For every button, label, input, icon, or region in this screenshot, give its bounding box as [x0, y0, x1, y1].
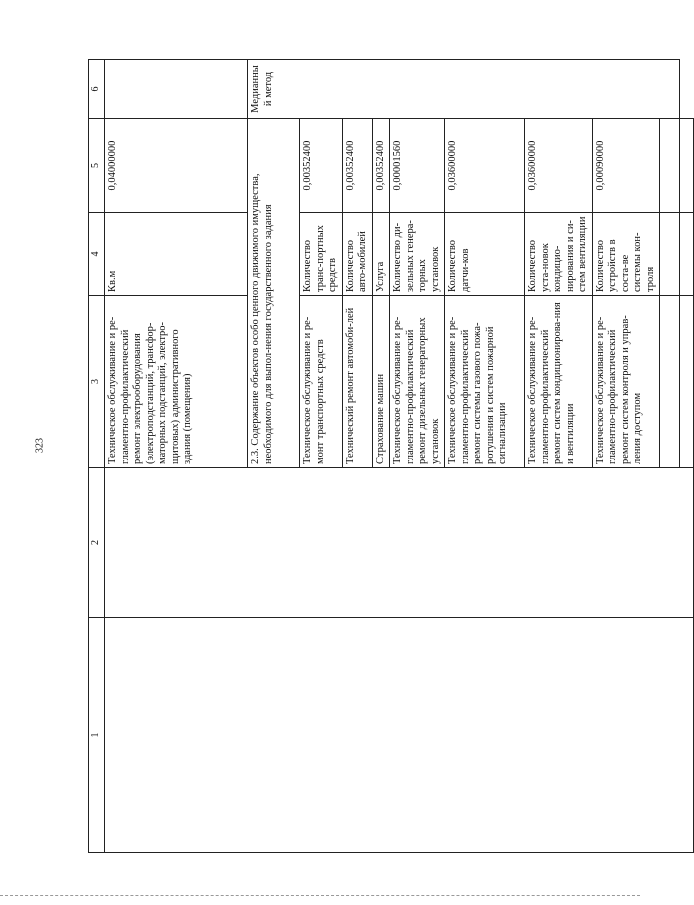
col1-cell — [105, 618, 694, 853]
page-number: 323 — [34, 438, 46, 453]
page-bottom-edge — [0, 895, 640, 896]
service-cell: Техническое обслуживание и ре-гламентно-профилактический ремонт систем кондиционирова-ния и вентиляции — [525, 296, 593, 468]
empty-cell — [680, 213, 694, 296]
empty-cell — [680, 296, 694, 468]
col-header-2: 2 — [89, 468, 105, 618]
unit-cell: Количество устройств в соста-ве системы кон-троля — [592, 213, 660, 296]
col-header-3: 3 — [89, 296, 105, 468]
service-cell: Техническое обслуживание и ре-гламентно-профилактический ремонт электрооборудования (электроподстанций, трансфор-маторных подстанций, электро-щитовых) административного здания (помещения) — [105, 296, 248, 468]
column-numbers-row — [89, 60, 105, 853]
service-cell: Техническое обслуживание и ре-гламентно-профилактический ремонт систем контроля и управ-ления доступом — [592, 296, 660, 468]
unit-cell: Количество транс-портных средств — [300, 213, 343, 296]
value-cell: 0,03600000 — [525, 119, 593, 213]
service-cell: Техническое обслуживание и ре-монт транспортных средств — [300, 296, 343, 468]
value-cell: 0,04000000 — [105, 119, 248, 213]
services-table — [88, 59, 694, 853]
value-cell: 0,03600000 — [445, 119, 525, 213]
unit-cell: Количество ди-зельных генера-торных установок — [390, 213, 445, 296]
method-label: Медианный метод — [248, 60, 680, 119]
method-cell — [105, 60, 248, 119]
service-cell: Техническое обслуживание и ре-гламентно-профилактический ремонт дизельных генераторных установок — [390, 296, 445, 468]
table-row — [105, 60, 248, 853]
rotated-table-container — [88, 60, 656, 853]
empty-cell — [660, 119, 680, 213]
col2-cell — [105, 468, 694, 618]
empty-cell — [660, 213, 680, 296]
section-heading: 2.3. Содержание объектов особо ценного движимого имущества, необходимого для выпол-нения государственного задания — [248, 119, 300, 468]
col-header-6: 6 — [89, 60, 105, 119]
unit-cell: Количество уста-новок кондицио-нирования и си-стем вентиляции — [525, 213, 593, 296]
value-cell: 0,00352400 — [300, 119, 343, 213]
unit-cell: Кв.м — [105, 213, 248, 296]
col-header-5: 5 — [89, 119, 105, 213]
unit-cell: Количество датчи-ков — [445, 213, 525, 296]
unit-cell: Услуга — [372, 213, 390, 296]
empty-cell — [660, 296, 680, 468]
value-cell: 0,00090000 — [592, 119, 660, 213]
col-header-4: 4 — [89, 213, 105, 296]
service-cell: Техническое обслуживание и ре-гламентно-профилактический ремонт системы газового пожа-ротушения и систем пожарной сигнализации — [445, 296, 525, 468]
value-cell: 0,00352400 — [372, 119, 390, 213]
value-cell: 0,00001560 — [390, 119, 445, 213]
empty-cell — [680, 119, 694, 213]
col-header-1: 1 — [89, 618, 105, 853]
unit-cell: Количество авто-мобилей — [342, 213, 372, 296]
service-cell: Страхование машин — [372, 296, 390, 468]
service-cell: Технический ремонт автомоби-лей — [342, 296, 372, 468]
value-cell: 0,00352400 — [342, 119, 372, 213]
